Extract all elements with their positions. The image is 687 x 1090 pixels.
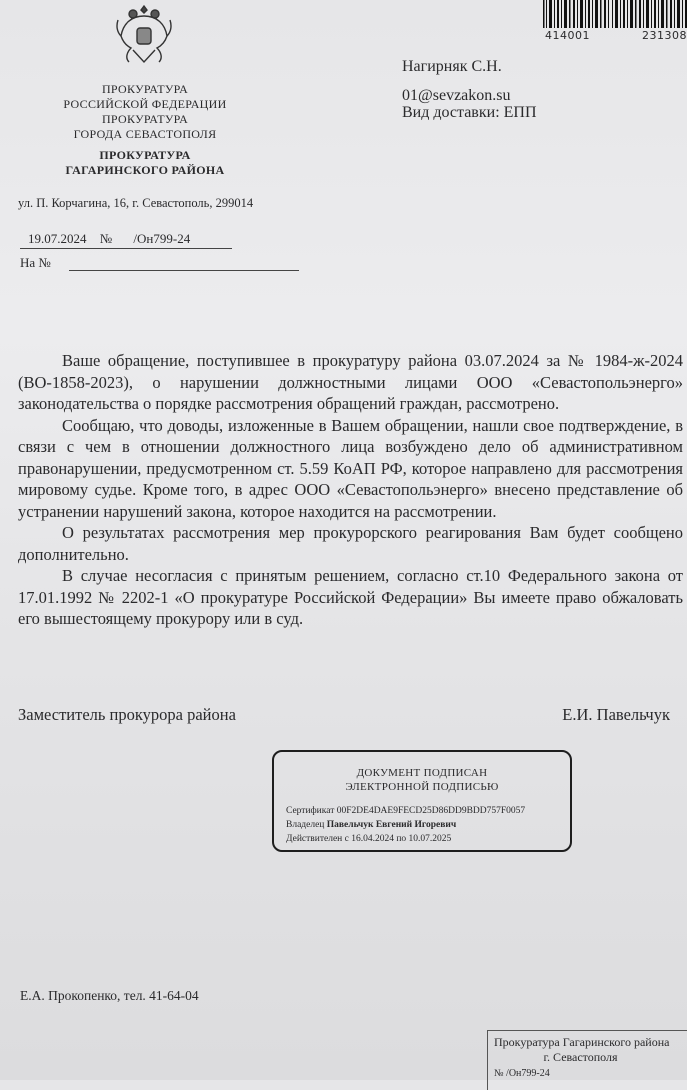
reference-line [20, 255, 299, 271]
stamp-line: Прокуратура Гагаринского района [494, 1035, 670, 1049]
body-paragraph: Ваше обращение, поступившее в прокуратуру района 03.07.2024 за № 1984-ж-2024 (ВО-1858-2023), о нарушении должностными лицами ООО «Севастопольэнерго» законодательства о порядке рассмотрения обращений граждан, рассмотрено. [18, 351, 683, 413]
esign-certificate [286, 804, 570, 818]
outgoing-date: 19.07.2024 [28, 231, 87, 246]
sender-bold-line: ГАГАРИНСКОГО РАЙОНА [65, 163, 225, 177]
barcode-numbers [545, 29, 687, 42]
recipient-email: 01@sevzakon.su [402, 87, 511, 104]
stamp-city: г. Севастополя [543, 1050, 618, 1064]
recipient-block [402, 58, 537, 121]
body-paragraph: Сообщаю, что доводы, изложенные в Вашем обращении, нашли свое подтверждение, в связи с чем в отношении должностного лица возбуждено дело об административном правонарушении, предусмотренном ст. 5.59 КоАП РФ, которое направлено для рассмотрения мировому судье. Кроме того, в адрес ООО «Севастопольэнерго» внесено представление об устранении нарушений закона, которое находится на рассмотрении. [18, 415, 683, 521]
esign-validity [286, 832, 570, 846]
sender-bold-line: ПРОКУРАТУРА [99, 148, 191, 162]
number-label: № [99, 231, 113, 246]
sender-address: ул. П. Корчагина, 16, г. Севастополь, 299014 [18, 196, 254, 210]
sender-header [40, 82, 250, 178]
signer-position: Заместитель прокурора района [18, 705, 236, 724]
reference-blank [69, 258, 299, 271]
body-paragraph: В случае несогласия с принятым решением, согласно ст.10 Федерального закона от 17.01.1992 № 2202-1 «О прокуратуре Российской Федерации» Вы имеете право обжаловать его вышестоящему прокурору или в суд. [18, 566, 683, 628]
sender-line: ПРОКУРАТУРА [101, 112, 189, 126]
coat-of-arms-icon [113, 2, 175, 68]
electronic-signature-stamp [272, 750, 572, 852]
signature-row [18, 705, 670, 725]
validity-value: с 16.04.2024 по 10.07.2025 [344, 834, 452, 844]
sender-line: РОССИЙСКОЙ ФЕДЕРАЦИИ [63, 97, 227, 111]
stamp-number: № /Он799-24 [494, 1068, 550, 1079]
esign-owner [286, 818, 570, 832]
sender-line: ПРОКУРАТУРА [101, 82, 189, 96]
body-paragraph: О результатах рассмотрения мер прокурорского реагирования Вам будет сообщено дополнительно. [18, 523, 683, 564]
validity-label: Действителен [286, 834, 343, 844]
delivery-type: Вид доставки: ЕПП [402, 104, 537, 121]
esign-info [286, 804, 570, 846]
reference-label: На № [20, 255, 51, 270]
letter-body [18, 350, 683, 630]
barcode-left-number: 414001 [545, 29, 590, 42]
certificate-label: Сертификат [286, 806, 335, 816]
sender-district [40, 148, 250, 178]
sender-line: ГОРОДА СЕВАСТОПОЛЯ [73, 127, 217, 141]
owner-label: Владелец [286, 820, 325, 830]
barcode-icon [543, 0, 687, 28]
outgoing-date-number [20, 231, 232, 249]
outgoing-number: /Он799-24 [133, 231, 191, 246]
signer-name: Е.И. Павельчук [562, 705, 670, 724]
barcode-right-number: 231308 [642, 29, 687, 42]
executor-contact: Е.А. Прокопенко, тел. 41-64-04 [20, 988, 199, 1003]
esign-title [274, 766, 570, 794]
certificate-value: 00F2DE4DAE9FECD25D86DD9BDD757F0057 [336, 806, 526, 816]
esign-title-line: ДОКУМЕНТ ПОДПИСАН [356, 767, 488, 779]
esign-title-line: ЭЛЕКТРОННОЙ ПОДПИСЬЮ [345, 781, 499, 793]
registration-stamp [487, 1030, 687, 1090]
recipient-name: Нагирняк С.Н. [402, 58, 502, 75]
owner-value: Павельчук Евгений Игоревич [326, 820, 457, 830]
